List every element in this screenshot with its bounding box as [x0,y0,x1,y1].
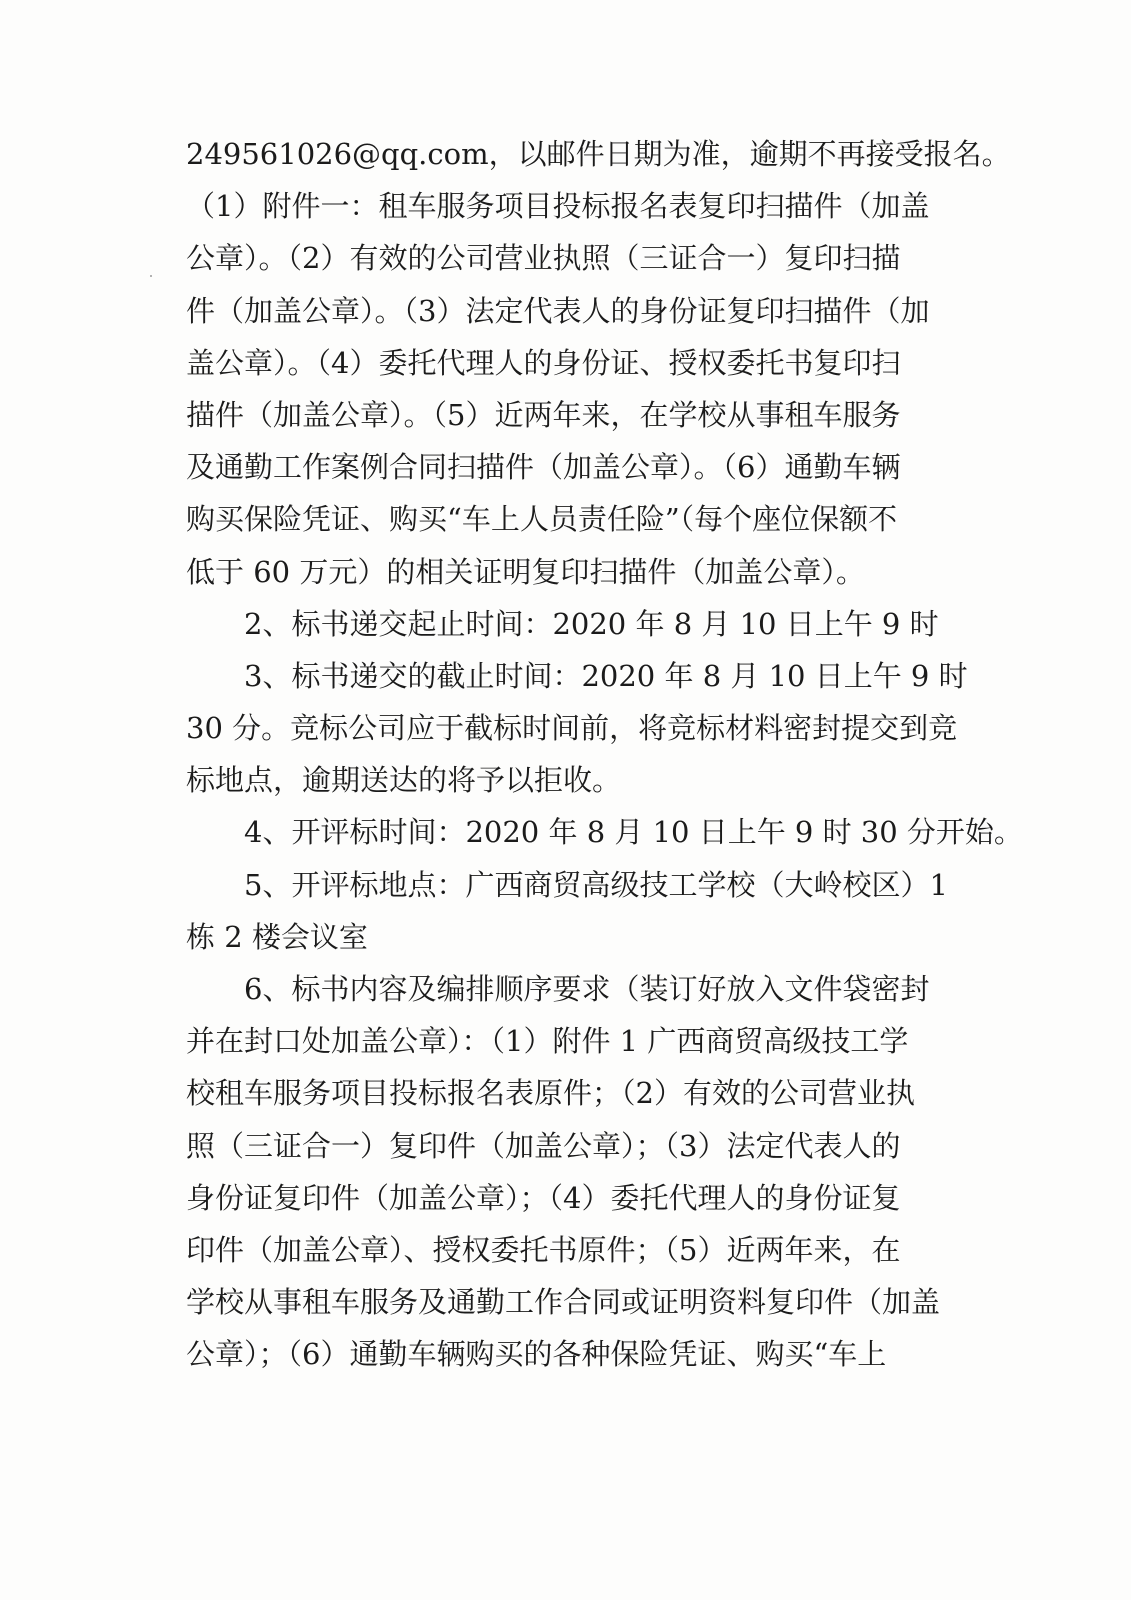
text-line: 印件（加盖公章）、授权委托书原件；（5）近两年来，在 [186,1232,901,1267]
text-line: 6、标书内容及编排顺序要求（装订好放入文件袋密封 [244,972,930,1006]
text-line: 并在封口处加盖公章）：（1）附件 1 广西商贸高级技工学 [186,1024,909,1059]
text-line: 描件（加盖公章）。（5）近两年来，在学校从事租车服务 [186,397,901,432]
text-line: （1）附件一：租车服务项目投标报名表复印扫描件（加盖 [186,189,930,224]
text-line: 照（三证合一）复印件（加盖公章）；（3）法定代表人的 [186,1128,901,1163]
text-line: 4、开评标时间：2020 年 8 月 10 日上午 9 时 30 分开始。 [244,815,1023,850]
text-line: 标地点，逾期送达的将予以拒收。 [186,763,622,798]
text-line: 公章）。（2）有效的公司营业执照（三证合一）复印扫描 [186,241,901,276]
text-line: 身份证复印件（加盖公章）；（4）委托代理人的身份证复 [186,1180,901,1215]
text-line: 5、开评标地点：广西商贸高级技工学校（大岭校区）1 [244,867,948,902]
document-body [186,128,1023,1381]
text-line: 3、标书递交的截止时间：2020 年 8 月 10 日上午 9 时 [244,658,968,693]
text-line: 学校从事租车服务及通勤工作合同或证明资料复印件（加盖 [186,1285,941,1320]
text-line: 249561026@qq.com，以邮件日期为准，逾期不再接受报名。 [186,137,1011,171]
scan-speck [150,275,152,277]
text-line: 校租车服务项目投标报名表原件；（2）有效的公司营业执 [186,1076,915,1111]
text-line: 购买保险凭证、购买“车上人员责任险”（每个座位保额不 [186,502,898,537]
text-line: 2、标书递交起止时间：2020 年 8 月 10 日上午 9 时 [244,606,939,641]
text-line: 盖公章）。（4）委托代理人的身份证、授权委托书复印扫 [186,345,901,380]
text-line: 30 分。竞标公司应于截标时间前，将竞标材料密封提交到竞 [186,711,958,746]
text-line: 件（加盖公章）。（3）法定代表人的身份证复印扫描件（加 [186,293,930,328]
text-line: 栋 2 楼会议室 [186,919,368,954]
text-line: 及通勤工作案例合同扫描件（加盖公章）。（6）通勤车辆 [186,450,901,485]
text-line: 低于 60 万元）的相关证明复印扫描件（加盖公章）。 [186,554,865,589]
text-line: 公章）；（6）通勤车辆购买的各种保险凭证、购买“车上 [186,1337,887,1372]
